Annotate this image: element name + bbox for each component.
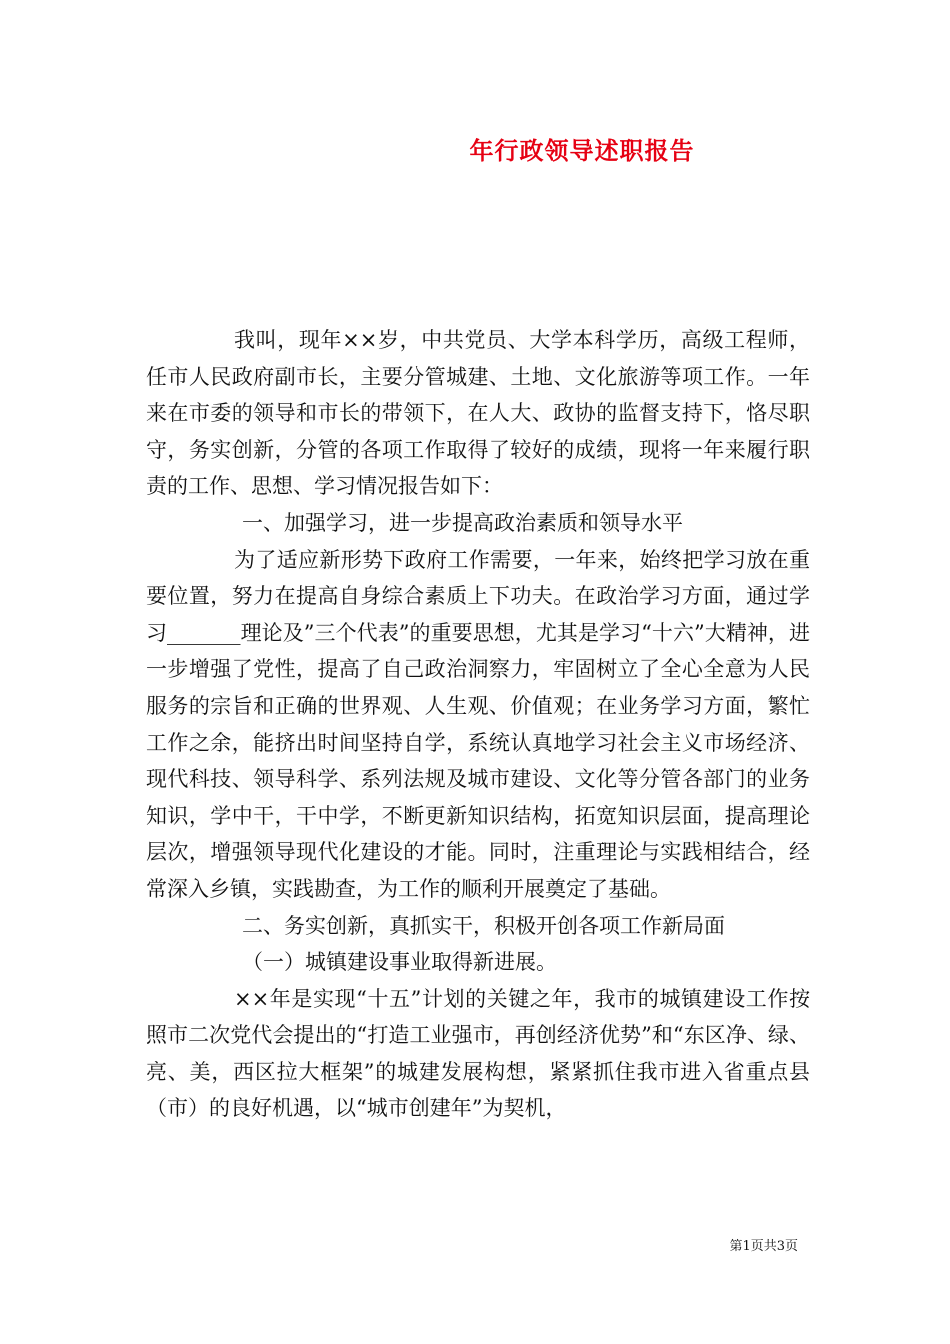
document-body (146, 322, 810, 1127)
paragraph-urban-construction: ××年是实现“十五”计划的关键之年，我市的城镇建设工作按照市二次党代会提出的“打造工业强市，再创经济优势”和“东区净、绿、亮、美，西区拉大框架”的城建发展构想，紧紧抓住我市进入省重点县（市）的良好机遇，以“城市创建年”为契机， (146, 986, 810, 1121)
document-title: 年行政领导述职报告 (469, 136, 695, 165)
section-heading-2: 二、务实创新，真抓实干，积极开创各项工作新局面 (242, 913, 725, 938)
subsection-heading-1: （一）城镇建设事业取得新进展。 (242, 950, 557, 975)
paragraph-study: 为了适应新形势下政府工作需要，一年来，始终把学习放在重要位置，努力在提高自身综合素质上下功夫。在政治学习方面，通过学习_______理论及”三个代表”的重要思想，尤其是学习“十六”大精神，进一步增强了党性，提高了自己政治洞察力，牢固树立了全心全意为人民服务的宗旨和正确的世界观、人生观、价值观；在业务学习方面，繁忙工作之余，能挤出时间坚持自学，系统认真地学习社会主义市场经济、现代科技、领导科学、系列法规及城市建设、文化等分管各部门的业务知识，学中干，干中学，不断更新知识结构，拓宽知识层面，提高理论层次，增强领导现代化建设的才能。同时，注重理论与实践相结合，经常深入乡镇，实践勘查，为工作的顺利开展奠定了基础。 (146, 547, 810, 901)
section-heading-1: 一、加强学习，进一步提高政治素质和领导水平 (242, 510, 683, 535)
page-number-footer: 第1页共3页 (729, 1239, 798, 1254)
paragraph-intro: 我叫，现年××岁，中共党员、大学本科学历，高级工程师，任市人民政府副市长，主要分管城建、土地、文化旅游等项工作。一年来在市委的领导和市长的带领下，在人大、政协的监督支持下，恪尽职守，务实创新，分管的各项工作取得了较好的成绩，现将一年来履行职责的工作、思想、学习情况报告如下： (146, 328, 810, 499)
